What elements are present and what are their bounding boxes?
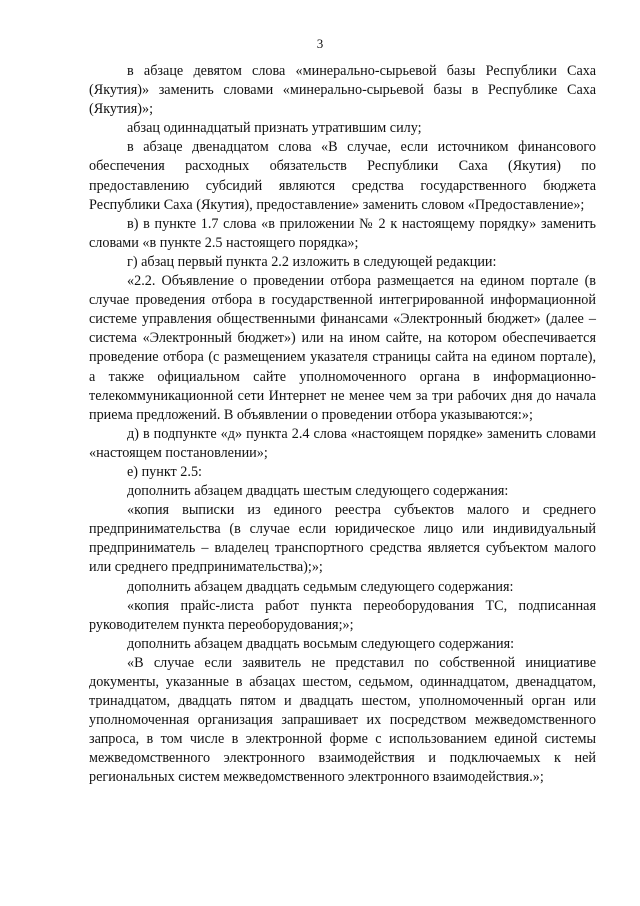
paragraph: д) в подпункте «д» пункта 2.4 слова «настоящем порядке» заменить словами «настоящем постановлении»; — [89, 425, 596, 461]
paragraph: е) пункт 2.5: — [127, 463, 202, 480]
paragraph: в абзаце девятом слова «минерально-сырьевой базы Республики Саха (Якутия)» заменить словами «минерально-сырьевой базы в Республике Саха (Якутия)»; — [89, 63, 596, 118]
paragraph: дополнить абзацем двадцать восьмым следующего содержания: — [127, 635, 515, 652]
paragraph: «копия выписки из единого реестра субъектов малого и среднего предпринимательства (в случае если юридическое лицо или индивидуальный предприниматель – владелец транспортного средства является субъектом малого или среднего предпринимательства);»; — [89, 502, 596, 576]
page-number: 3 — [316, 36, 324, 51]
paragraph: дополнить абзацем двадцать шестым следующего содержания: — [127, 483, 509, 500]
paragraph: в абзаце двенадцатом слова «В случае, если источником финансового обеспечения расходных обязательств Республики Саха (Якутия) по предоставлению субсидий являются средства государственного бюджета Республики Саха (Якутия), предоставление» заменить словом «Предоставление»; — [89, 139, 596, 213]
paragraph: в) в пункте 1.7 слова «в приложении № 2 к настоящему порядку» заменить словами «в пункте 2.5 настоящего порядка»; — [89, 215, 596, 251]
paragraph: «копия прайс-листа работ пункта переоборудования ТС, подписанная руководителем пункта переоборудования;»; — [89, 597, 596, 633]
paragraph: абзац одиннадцатый признать утратившим силу; — [127, 120, 422, 137]
paragraph: «2.2. Объявление о проведении отбора размещается на едином портале (в случае проведения отбора в государственной интегрированной информационной системе управления общественными финансами «Электронный бюджет» (далее – система «Электронный бюджет») или на ином сайте, на котором обеспечивается проведение отбора (с размещением указателя страницы сайта на едином портале), а также официальном сайте уполномоченного органа в информационно-телекоммуникационной сети Интернет не менее чем за три рабочих дня до начала приема предложений. В объявлении о проведении отбора указываются:»; — [89, 273, 596, 423]
document-body — [89, 62, 596, 788]
paragraph: дополнить абзацем двадцать седьмым следующего содержания: — [127, 578, 514, 595]
paragraph: г) абзац первый пункта 2.2 изложить в следующей редакции: — [127, 253, 497, 270]
paragraph: «В случае если заявитель не представил по собственной инициативе документы, указанные в абзацах шестом, седьмом, одиннадцатом, двенадцатом, тринадцатом, двадцать пятом и двадцать шестом, уполномоченный орган или уполномоченная организация запрашивает их посредством межведомственного запроса, в том числе в электронной форме с использованием единой системы межведомственного электронного взаимодействия и подключаемых к ней региональных систем межведомственного электронного взаимодействия.»; — [89, 654, 596, 786]
